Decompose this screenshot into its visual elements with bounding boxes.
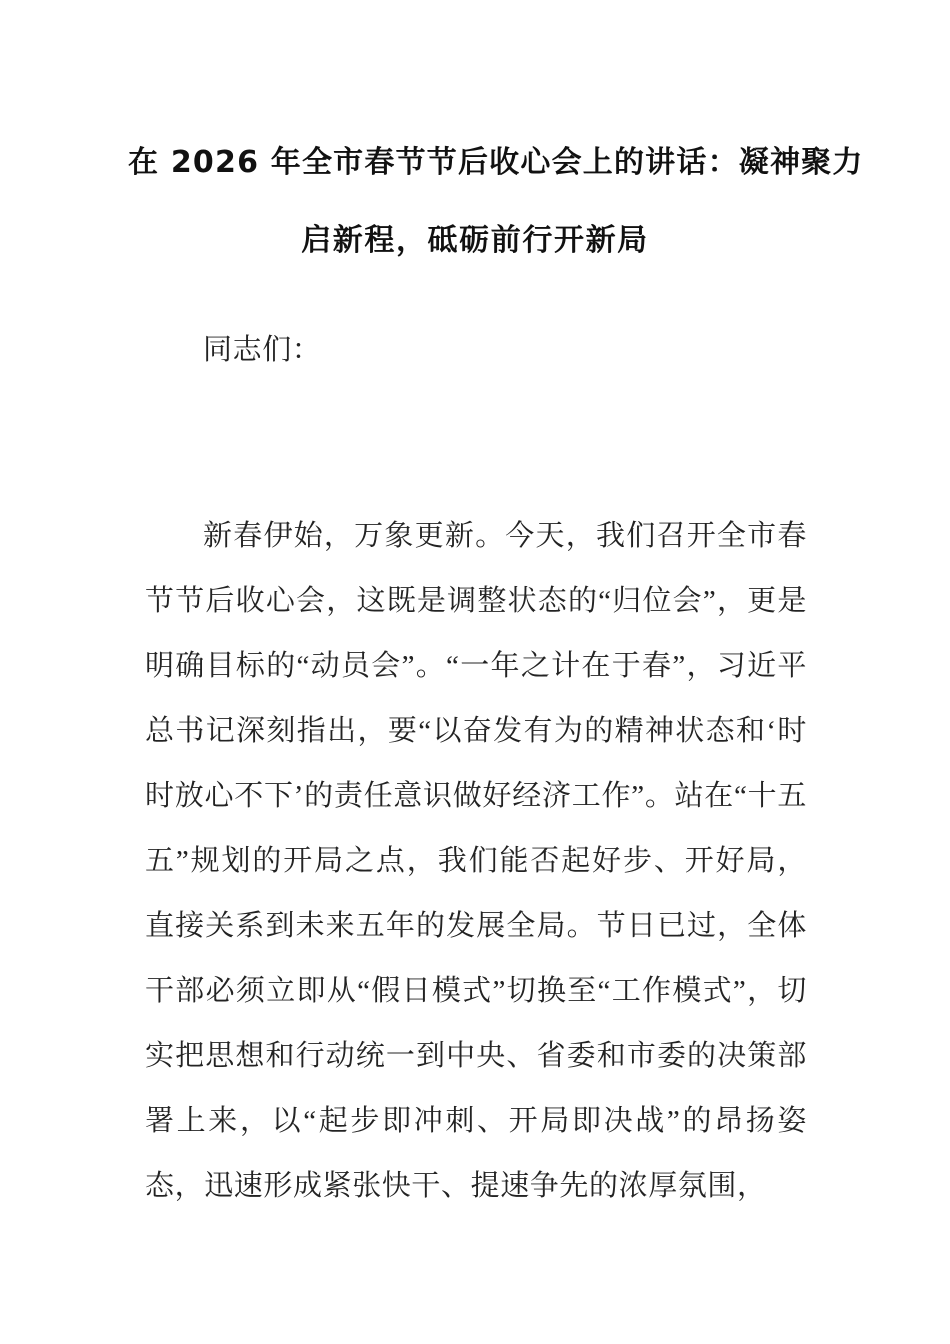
body-paragraph-1: 新春伊始，万象更新。今天，我们召开全市春节节后收心会，这既是调整状态的“归位会”，更是明确目标的“动员会”。“一年之计在于春”，习近平总书记深刻指出，要“以奋发有为的精神状态和‘时时放心不下’的责任意识做好经济工作”。站在“十五五”规划的开局之点，我们能否起好步、开好局，直接关系到未来五年的发展全局。节日已过，全体干部必须立即从“假日模式”切换至“工作模式”，切实把思想和行动统一到中央、省委和市委的决策部署上来，以“起步即冲刺、开局即决战”的昂扬姿态，迅速形成紧张快干、提速争先的浓厚氛围， xyxy=(145,520,807,1202)
title-line-2: 启新程，砥砺前行开新局 xyxy=(301,223,649,259)
paragraph-spacer xyxy=(145,383,807,504)
title-line-1: 在 2026 年全市春节节后收心会上的讲话：凝神聚力 xyxy=(128,145,864,181)
page-title xyxy=(128,124,864,280)
salutation: 同志们： xyxy=(203,334,322,366)
document-body xyxy=(145,318,807,1219)
